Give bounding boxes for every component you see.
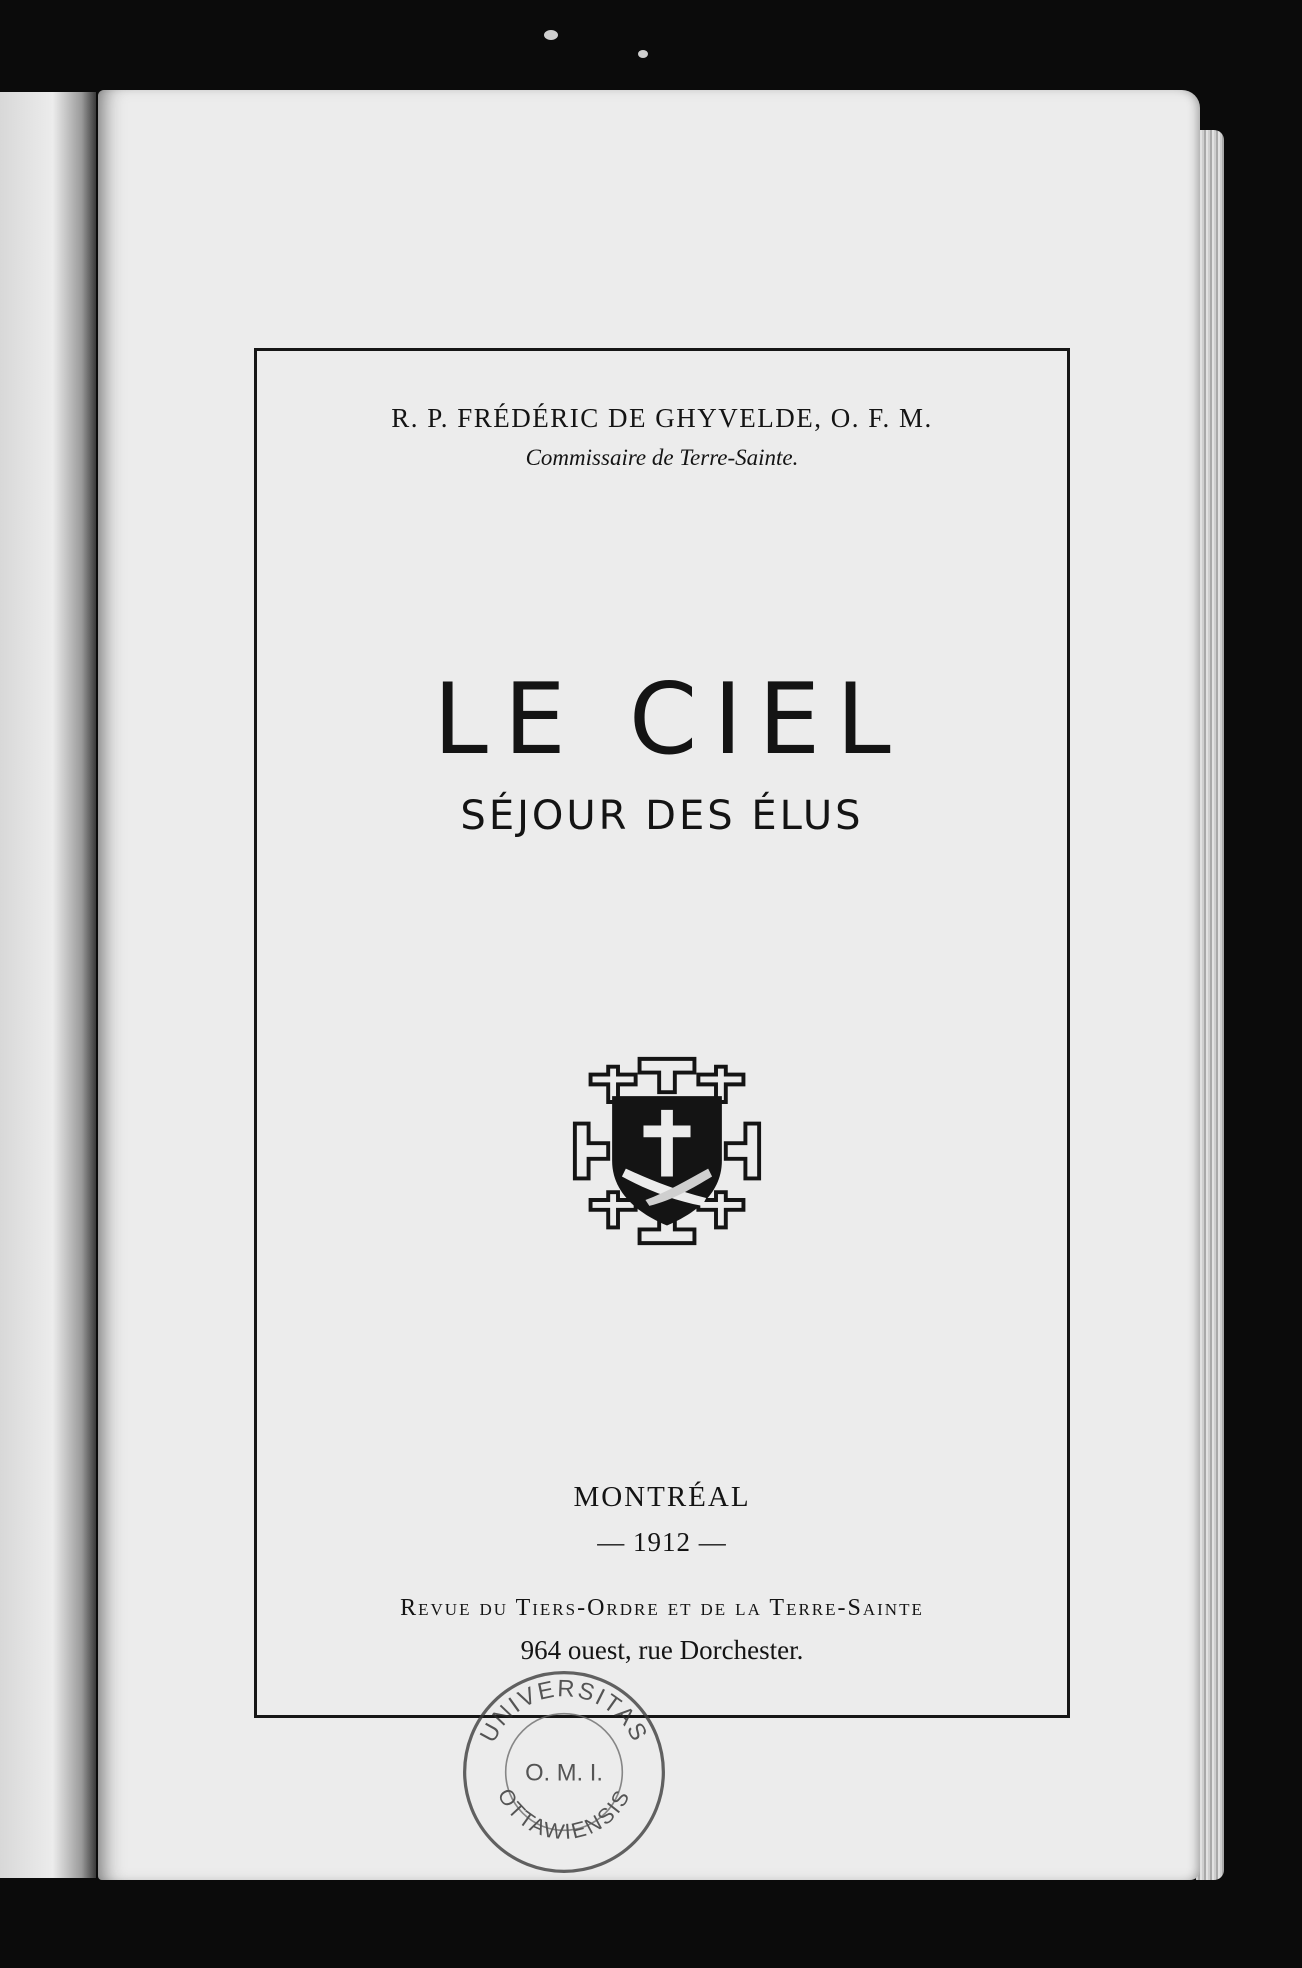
book-title: LE CIEL <box>433 663 907 777</box>
svg-text:UNIVERSITAS <box>475 1675 654 1747</box>
publication-city: MONTRÉAL <box>573 1481 751 1513</box>
title-page <box>98 90 1200 1880</box>
jerusalem-cross-emblem-icon <box>569 1053 765 1249</box>
publisher-name: Revue du Tiers-Ordre et de la Terre-Sainte <box>400 1595 924 1621</box>
stamp-top-text: UNIVERSITAS <box>474 1675 654 1747</box>
stamp-center-text: O. M. I. <box>525 1759 603 1787</box>
facing-page-edge <box>0 92 96 1878</box>
publication-year: — 1912 — <box>597 1527 727 1557</box>
author-name: R. P. FRÉDÉRIC DE GHYVELDE, O. F. M. <box>391 403 933 433</box>
page-block-edge <box>1196 130 1224 1880</box>
stamp-bottom-text: OTTAWIENSIS <box>492 1784 636 1845</box>
book-subtitle: SÉJOUR DES ÉLUS <box>460 793 864 839</box>
author-role: Commissaire de Terre-Sainte. <box>525 445 799 470</box>
publisher-address: 964 ouest, rue Dorchester. <box>520 1635 804 1665</box>
svg-text:OTTAWIENSIS <box>493 1784 635 1844</box>
title-frame <box>254 348 1070 1718</box>
library-stamp-icon <box>456 1664 672 1880</box>
